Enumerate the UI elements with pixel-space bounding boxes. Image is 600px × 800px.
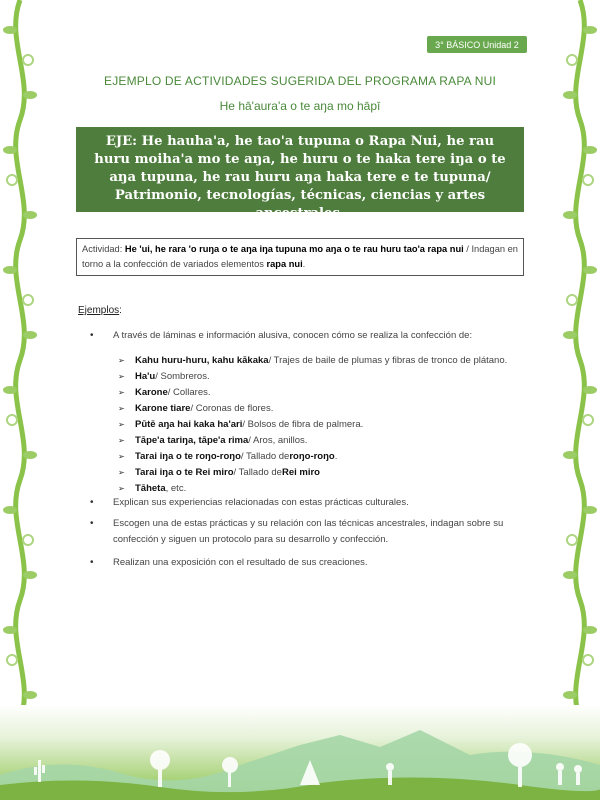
item-bold: Karone [135,386,168,398]
item-text: / Bolsos de fibra de palmera. [242,418,364,430]
arrow-bullet-icon: ➢ [118,419,125,429]
landscape-illustration [0,705,600,800]
item-bold: Ha'u [135,370,156,382]
arrow-bullet-icon: ➢ [118,435,125,445]
bullet-icon: • [90,557,94,568]
item-text: . [334,450,338,462]
arrow-bullet-icon: ➢ [118,371,125,381]
arrow-bullet-icon: ➢ [118,387,125,397]
bullet-icon: • [90,497,94,508]
item-text: / Tallado de [233,466,282,478]
arrow-bullet-icon: ➢ [118,483,125,493]
list-item [118,432,538,448]
eje-box [76,127,524,221]
bullet-text: Escogen una de estas prácticas y su relación con las técnicas ancestrales, indagan sobre su confección y siguen un protocolo para su desarrollo y confección. [113,518,504,545]
bullet-text: Realizan una exposición con el resultado de sus creaciones. [113,557,368,568]
item-text: / Tallado de [240,450,290,462]
list-item [118,464,538,480]
list-item [118,352,538,368]
arrow-bullet-icon: ➢ [118,403,125,413]
list-item [118,384,538,400]
page-title: EJEMPLO DE ACTIVIDADES SUGERIDA DEL PROGRAMA RAPA NUI [103,74,497,88]
item-bold: Tāheta [135,482,166,494]
list-item [118,416,538,432]
actividad-mid-text: / Indagan en torno a la confección de variados elementos [82,244,518,269]
actividad-box [76,238,524,276]
item-text: / Sombreros. [155,370,210,382]
page-subtitle: He hā'aura'a o te aŋa mo hāpī [219,99,381,113]
examples-sublist [118,352,538,496]
item-bold: Karone tiare [135,402,191,414]
item-bold: Tarai iŋa o te roŋo-roŋo [135,450,241,462]
arrow-bullet-icon: ➢ [118,451,125,461]
ejemplos-word: Ejemplos [78,305,120,316]
item-bold: roŋo-roŋo [289,450,335,462]
item-bold: Kahu huru-huru, kahu kākaka [135,354,269,366]
unit-tag: 3° BÁSICO Unidad 2 [427,36,527,53]
actividad-bold-text: He 'ui, he rara 'o ruŋa o te aŋa iŋa tupuna mo aŋa o te rau huru tao'a rapa nui [124,244,464,254]
list-item [118,368,538,384]
list-item [118,480,538,496]
eje-text: EJE: He hauha'a, he tao'a tupuna o Rapa Nui, he rau huru moiha'a mo te aŋa, he huru o te haka tere iŋa o te aŋa tupuna, he rau huru aŋa haka tere e te tupuna/ Patrimonio, tecnologías, técnicas, ciencias y artes ancestrales. [94,134,506,221]
item-text: , etc. [165,482,187,494]
list-item [118,400,538,416]
item-bold: Tāpe'a tariŋa, tāpe'a rima [135,434,249,446]
item-bold: Rei miro [281,466,320,478]
arrow-bullet-icon: ➢ [118,355,125,365]
bullet-icon: • [90,518,94,529]
right-vine-border [560,0,600,720]
actividad-label: Actividad: [82,244,123,254]
item-text: / Trajes de baile de plumas y fibras de tronco de plátano. [268,354,508,366]
arrow-bullet-icon: ➢ [118,467,125,477]
item-text: / Collares. [167,386,211,398]
item-text: / Coronas de flores. [190,402,274,414]
item-bold: Pūtē aŋa hai kaka ha'ari [135,418,243,430]
left-vine-border [0,0,40,720]
ejemplos-colon: : [119,305,122,316]
list-item [118,448,538,464]
actividad-end-text: . [302,259,306,269]
bullet-text: Explican sus experiencias relacionadas con estas prácticas culturales. [113,497,409,508]
item-text: / Aros, anillos. [248,434,308,446]
ejemplos-label [78,305,122,316]
bullet-icon: • [90,330,94,341]
item-bold: Tarai iŋa o te Rei miro [135,466,234,478]
actividad-end-bold: rapa nui [266,259,303,269]
intro-bullet-text: A través de láminas e información alusiva, conocen cómo se realiza la confección de: [113,330,473,341]
